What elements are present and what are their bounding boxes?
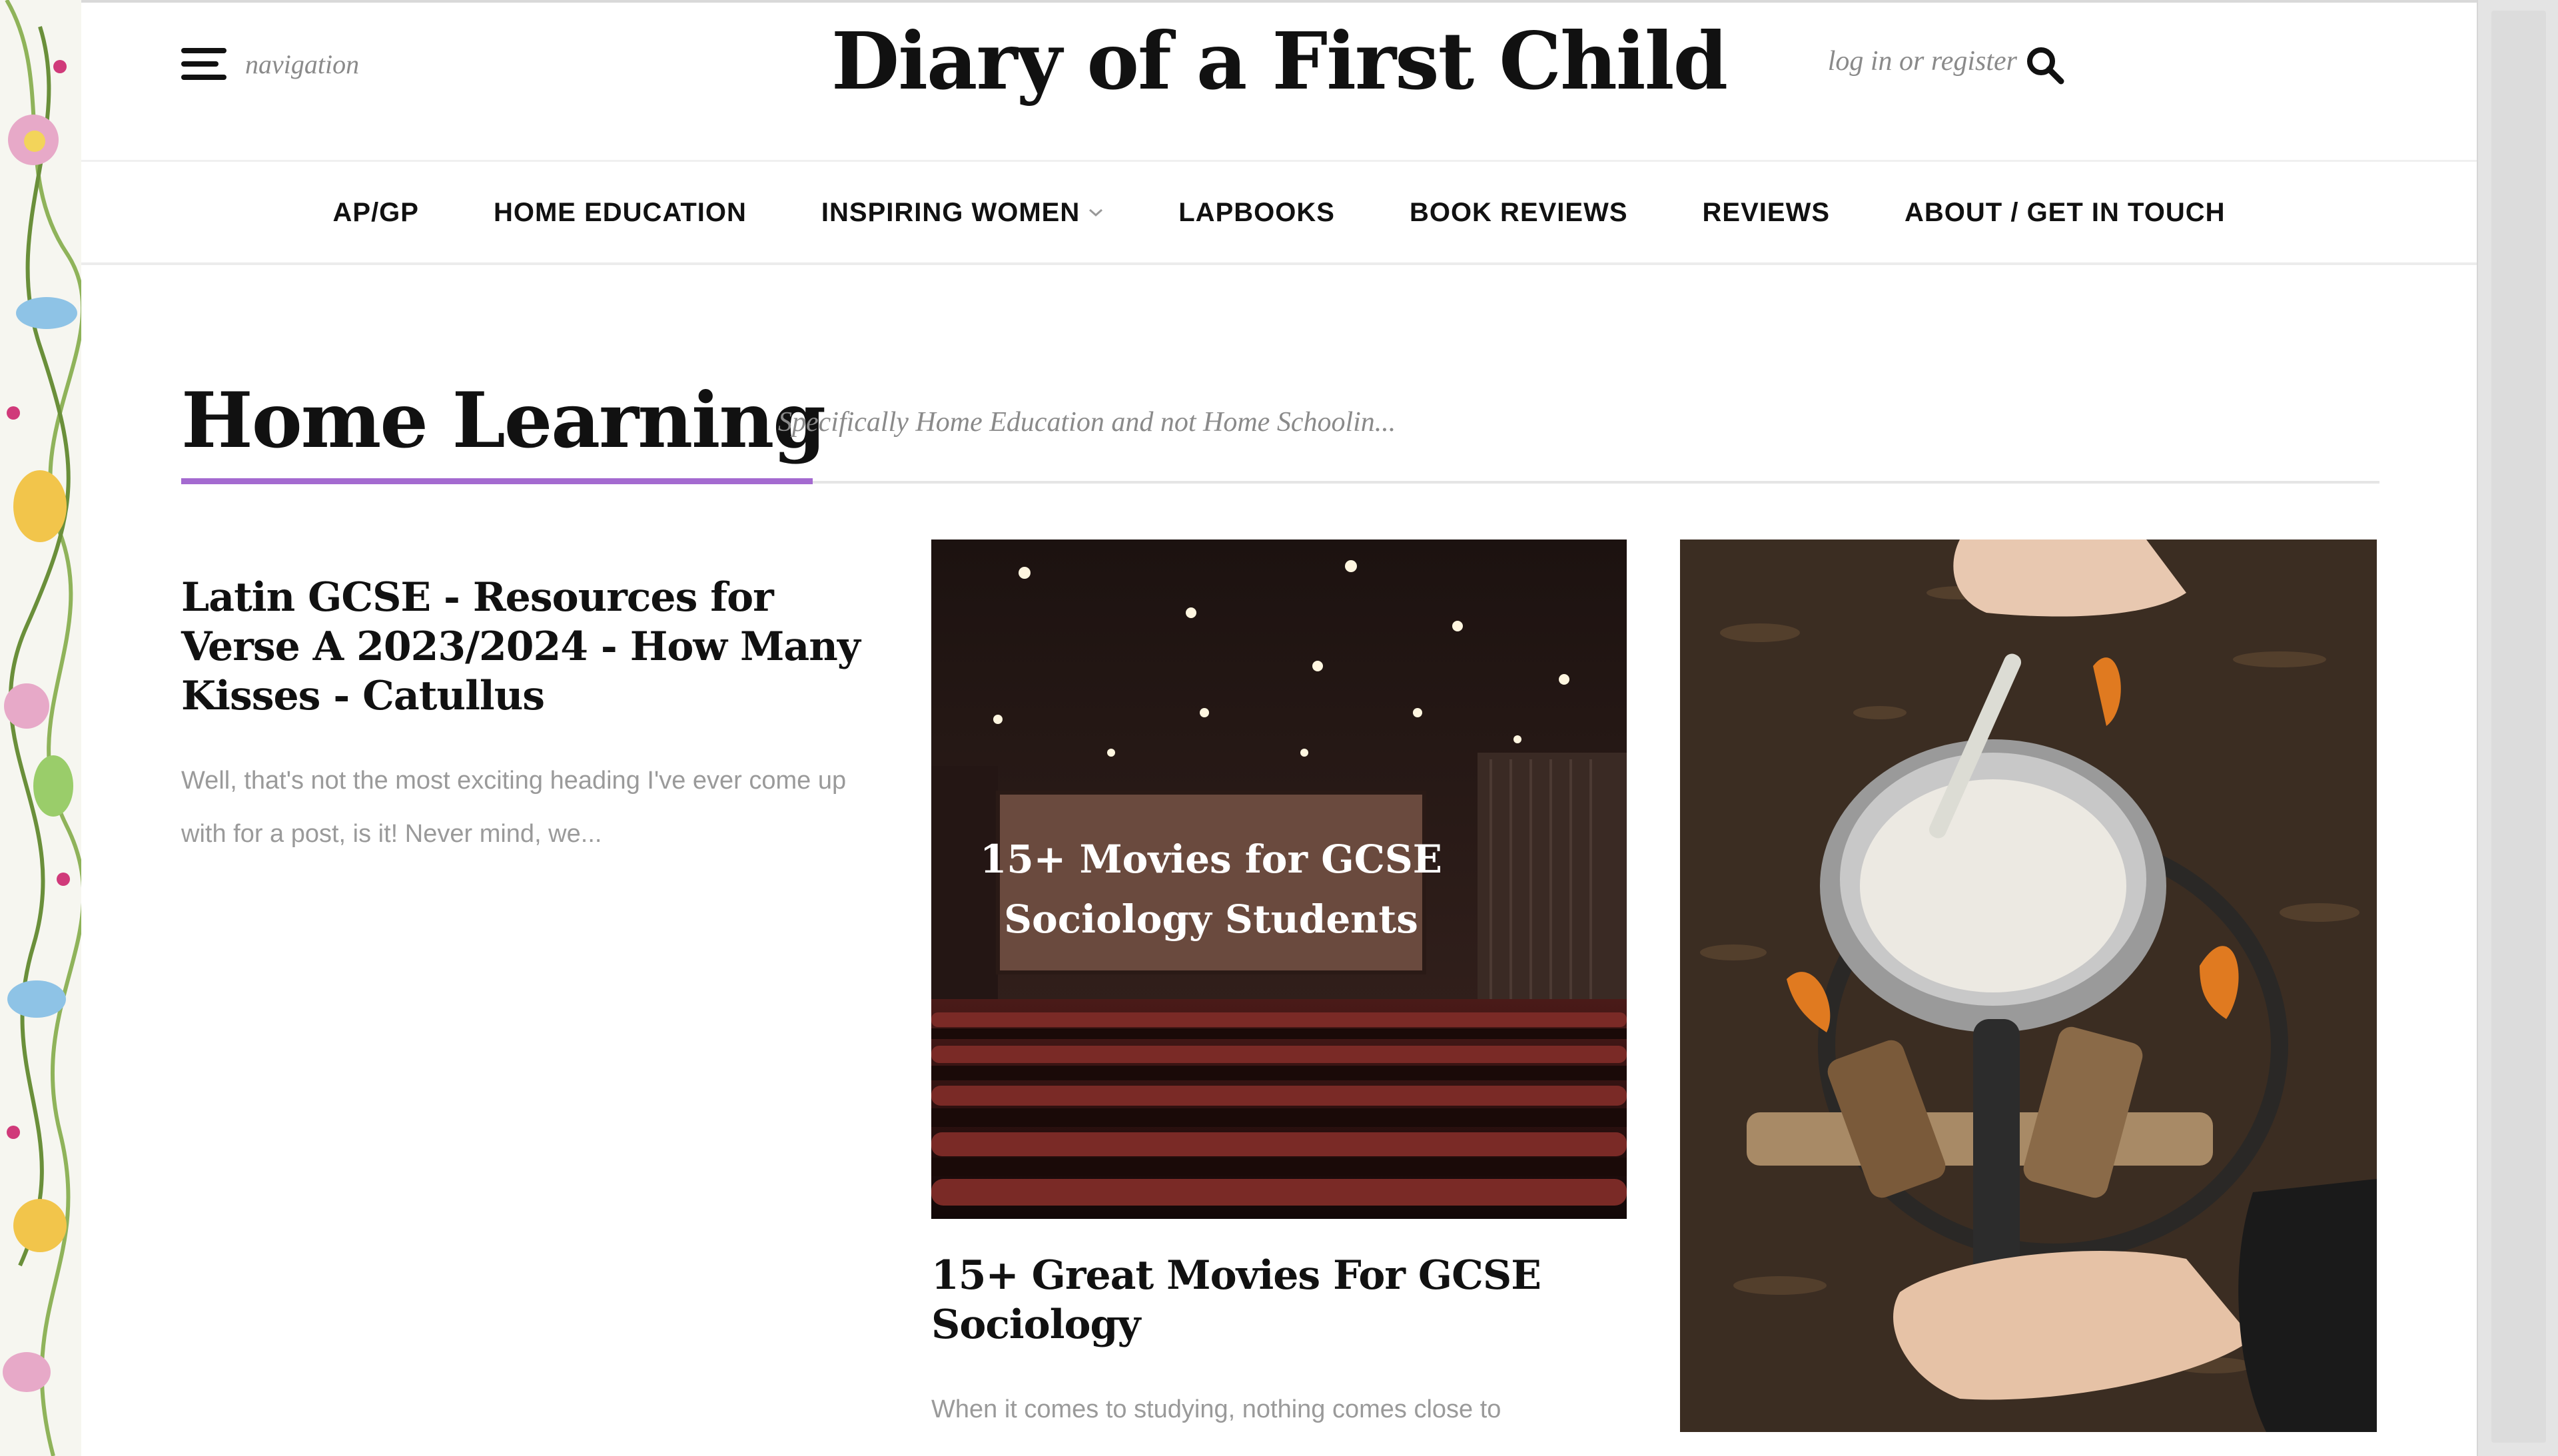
search-button[interactable] [2024,44,2065,85]
nav-item-inspiring-women[interactable] [784,198,1141,228]
nav-item-label: BOOK REVIEWS [1409,197,1628,227]
chevron-down-icon [1088,207,1104,218]
image-caption-line1: 15+ Movies for GCSE [979,837,1443,882]
site-title[interactable]: Diary of a First Child [831,15,1727,107]
post-title-latin-gcse[interactable]: Latin GCSE - Resources for Verse A 2023/2024 - How Many Kisses - Catullus [181,574,860,719]
nav-item-ap-gp[interactable] [296,198,456,228]
nav-item-label: AP/GP [332,197,419,227]
post-image-movies-gcse[interactable] [931,540,1627,1219]
nav-item-lapbooks[interactable] [1141,198,1372,228]
section-subtitle: Specifically Home Education and not Home Schoolin... [778,407,1396,438]
decorative-floral-border [0,0,81,1456]
section-divider [813,481,2379,484]
scrollbar-thumb[interactable] [2491,11,2546,1443]
header-divider [81,160,2477,162]
section-title-underline [181,478,813,484]
nav-item-label: REVIEWS [1702,197,1831,227]
post-image-campfire-cooking[interactable] [1680,540,2377,1432]
nav-item-home-education[interactable] [456,198,784,228]
nav-item-label: HOME EDUCATION [493,197,747,227]
search-icon[interactable] [2024,44,2065,85]
post-title-movies-gcse[interactable]: 15+ Great Movies For GCSE Sociology [931,1252,1541,1348]
nav-item-reviews[interactable] [1665,198,1867,228]
nav-item-book-reviews[interactable] [1372,198,1665,228]
nav-item-label: LAPBOOKS [1178,197,1335,227]
login-register-link[interactable]: log in or register [1827,46,2017,77]
nav-item-label: ABOUT / GET IN TOUCH [1905,197,2226,227]
page-content [81,0,2477,1456]
post-excerpt-latin-gcse: Well, that's not the most exciting heading I've ever come up with for a post, is it! Never mind, we... [181,767,847,848]
image-caption-line2: Sociology Students [1004,897,1418,942]
nav-item-label: INSPIRING WOMEN [821,197,1080,227]
post-excerpt-movies-gcse: When it comes to studying, nothing comes close to [931,1395,1501,1423]
navigation-label[interactable]: navigation [245,49,360,79]
main-navigation [81,163,2477,262]
nav-item-about[interactable] [1867,198,2262,228]
section-title: Home Learning [181,376,825,465]
vertical-scrollbar[interactable] [2477,0,2558,1456]
nav-divider [81,262,2477,265]
